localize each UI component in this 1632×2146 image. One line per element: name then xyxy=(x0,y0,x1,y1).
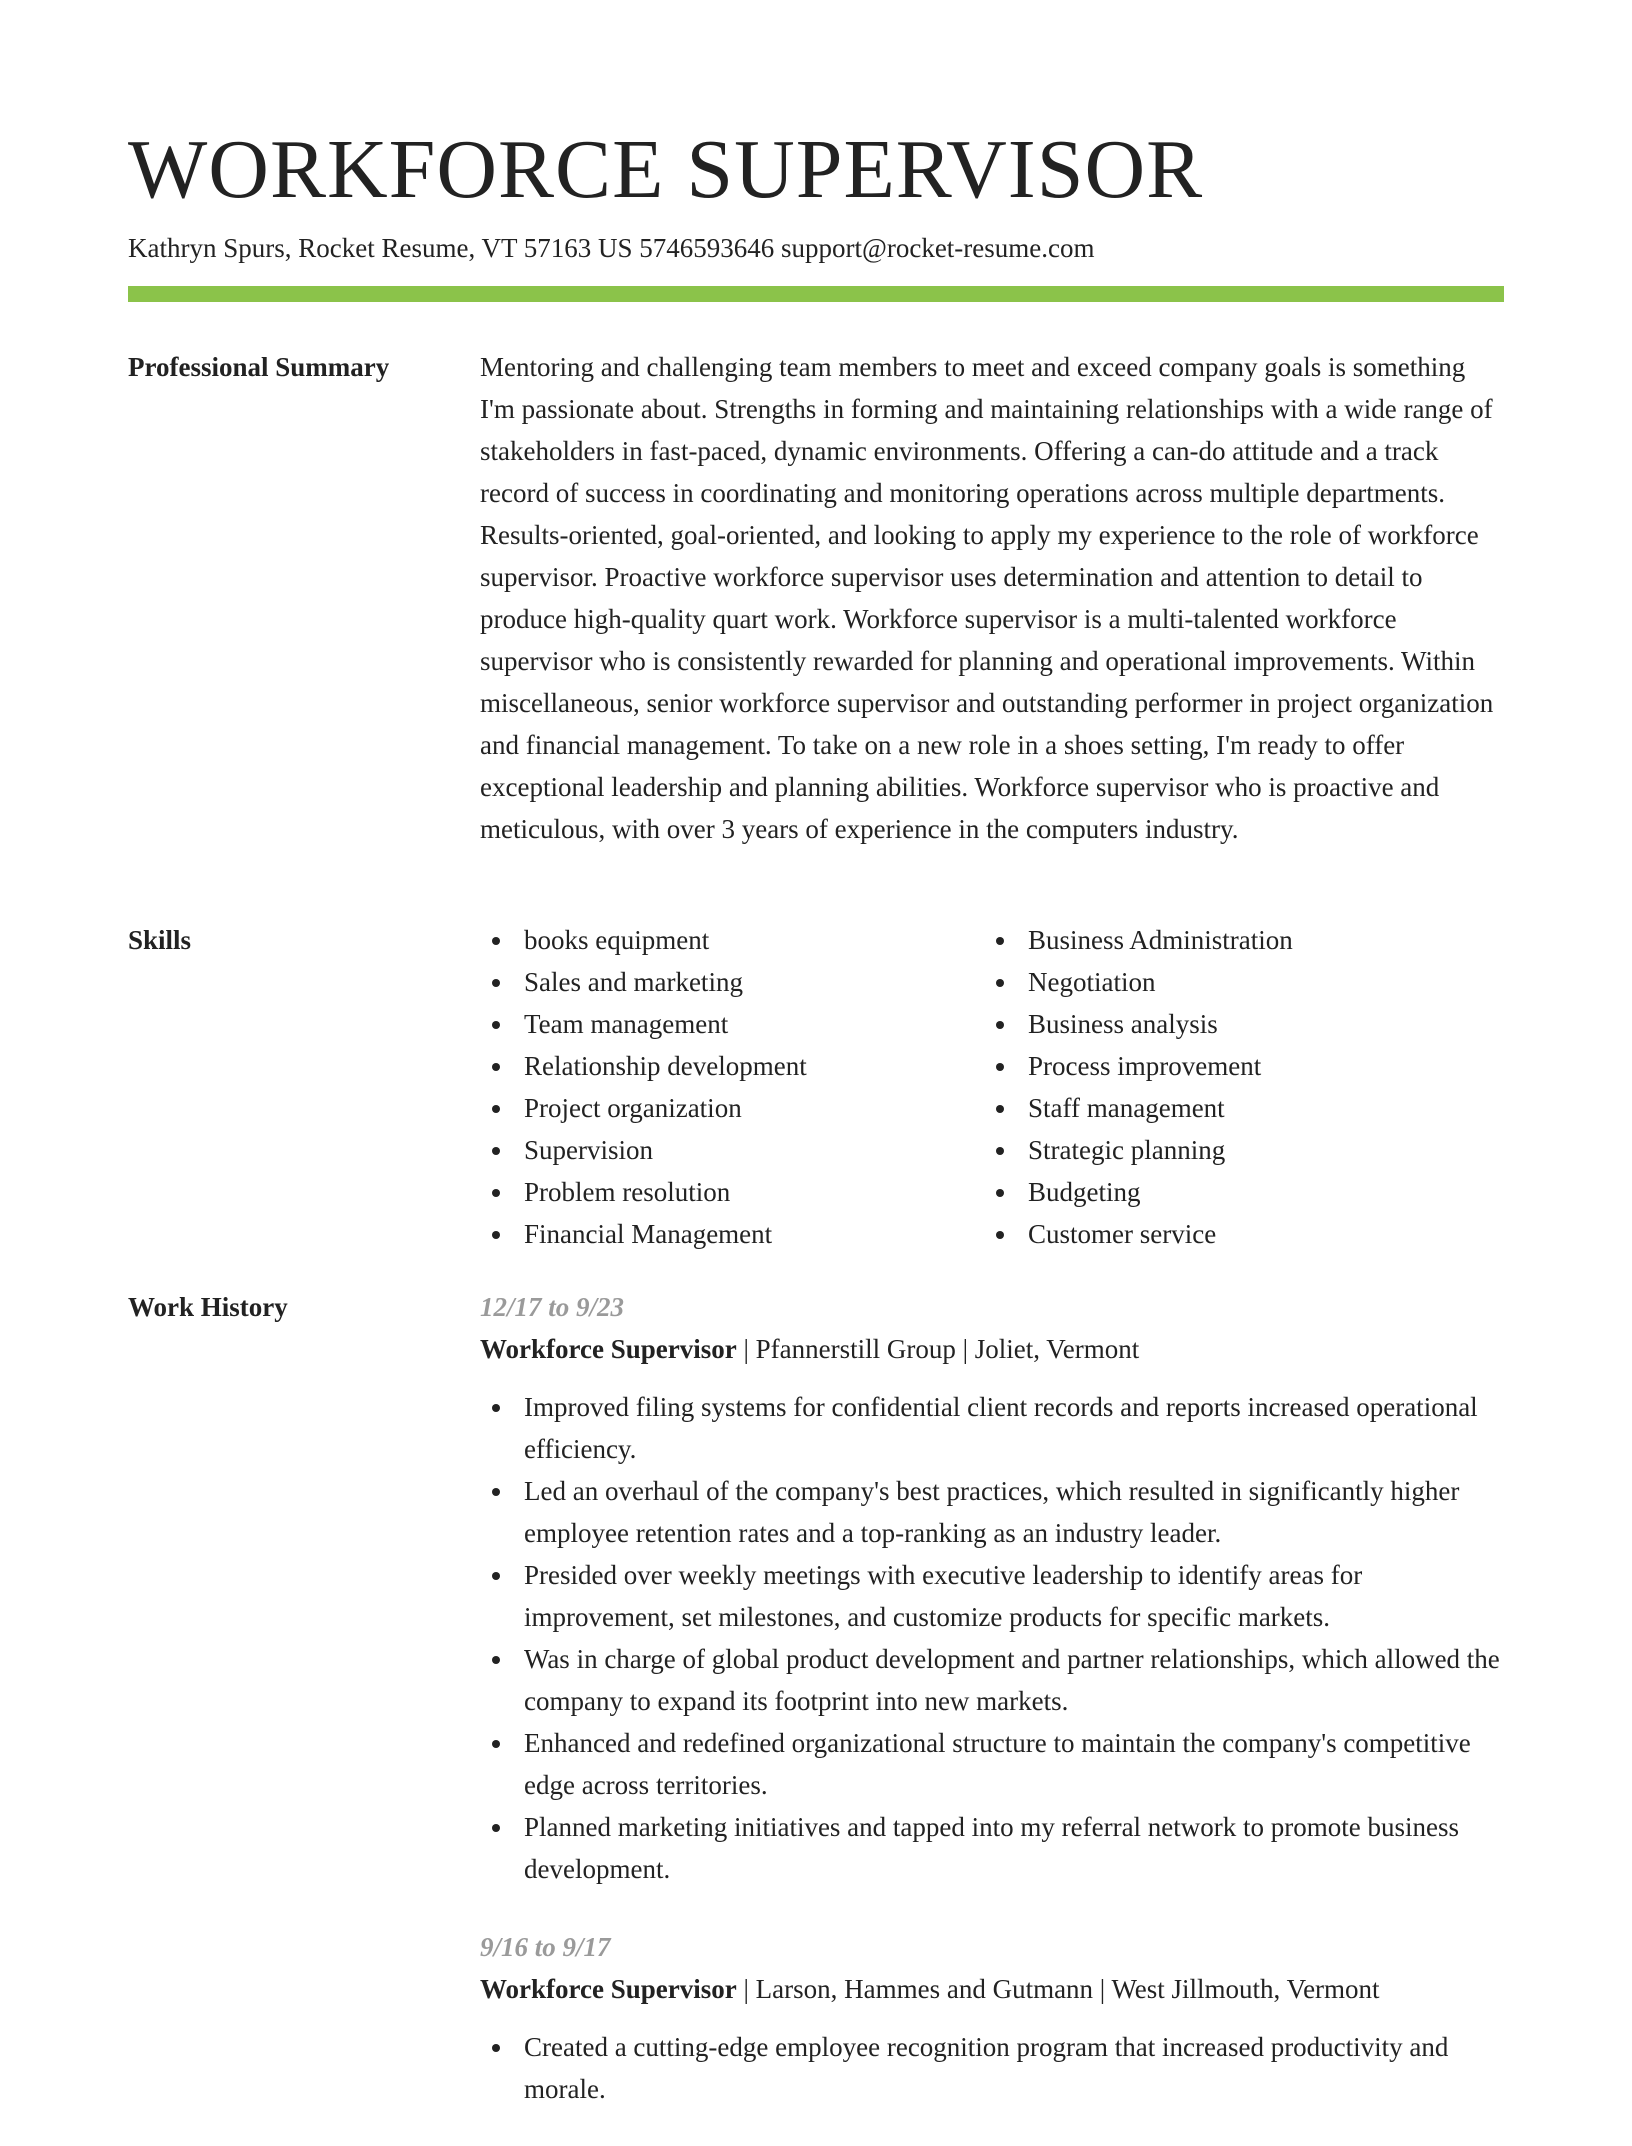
work-history-heading: Work History xyxy=(128,1292,288,1322)
responsibility-item: Created a cutting-edge employee recognition program that increased productivity and morale. xyxy=(480,2026,1504,2110)
job-responsibilities xyxy=(480,2026,1504,2110)
job-entry xyxy=(480,1926,1504,2110)
skill-item: Financial Management xyxy=(480,1213,984,1255)
responsibility-item: Improved filing systems for confidential client records and reports increased operational efficiency. xyxy=(480,1386,1504,1470)
skill-item: Business analysis xyxy=(984,1003,1488,1045)
responsibility-item: Enhanced and redefined organizational structure to maintain the company's competitive edge across territories. xyxy=(480,1722,1504,1806)
resume-title: WORKFORCE SUPERVISOR xyxy=(128,123,1204,216)
job-employer-location: | Larson, Hammes and Gutmann | West Jillmouth, Vermont xyxy=(736,1974,1380,2004)
job-heading xyxy=(480,1328,1504,1370)
job-dates: 12/17 to 9/23 xyxy=(480,1292,625,1322)
job-entry xyxy=(480,1286,1504,1890)
skill-item: Customer service xyxy=(984,1213,1488,1255)
responsibility-item: Was in charge of global product development and partner relationships, which allowed the company to expand its footprint into new markets. xyxy=(480,1638,1504,1722)
skill-item: Business Administration xyxy=(984,919,1488,961)
skill-item: Negotiation xyxy=(984,961,1488,1003)
responsibility-item: Planned marketing initiatives and tapped into my referral network to promote business development. xyxy=(480,1806,1504,1890)
summary-text: Mentoring and challenging team members to meet and exceed company goals is something I'm passionate about. Strengths in forming and maintaining relationships with a wide range of stakeholders in fast-paced, dynamic environments. Offering a can-do attitude and a track record of success in coordinating and monitoring operations across multiple departments. Results-oriented, goal-oriented, and looking to apply my experience to the role of workforce supervisor. Proactive workforce supervisor uses determination and attention to detail to produce high-quality quart work. Workforce supervisor is a multi-talented workforce supervisor who is consistently rewarded for planning and operational improvements. Within miscellaneous, senior workforce supervisor and outstanding performer in project organization and financial management. To take on a new role in a shoes setting, I'm ready to offer exceptional leadership and planning abilities. Workforce supervisor who is proactive and meticulous, with over 3 years of experience in the computers industry. xyxy=(480,352,1494,844)
skills-heading: Skills xyxy=(128,925,192,955)
skill-item: Relationship development xyxy=(480,1045,984,1087)
skills-list xyxy=(480,919,1504,1255)
job-title: Workforce Supervisor xyxy=(480,1974,737,2004)
summary-body xyxy=(480,346,1504,850)
work-history-body xyxy=(480,1286,1504,2146)
skill-item: Problem resolution xyxy=(480,1171,984,1213)
job-title: Workforce Supervisor xyxy=(480,1334,737,1364)
skill-item: books equipment xyxy=(480,919,984,961)
skill-item: Supervision xyxy=(480,1129,984,1171)
skill-item: Sales and marketing xyxy=(480,961,984,1003)
skill-item: Strategic planning xyxy=(984,1129,1488,1171)
job-responsibilities xyxy=(480,1386,1504,1890)
job-dates: 9/16 to 9/17 xyxy=(480,1932,611,1962)
skills-column-left xyxy=(480,919,984,1255)
skill-item: Project organization xyxy=(480,1087,984,1129)
header-divider xyxy=(128,286,1504,302)
skill-item: Staff management xyxy=(984,1087,1488,1129)
job-heading xyxy=(480,1968,1504,2010)
skills-column-right xyxy=(984,919,1488,1255)
responsibility-item: Led an overhaul of the company's best practices, which resulted in significantly higher employee retention rates and a top-ranking as an industry leader. xyxy=(480,1470,1504,1554)
job-employer-location: | Pfannerstill Group | Joliet, Vermont xyxy=(736,1334,1140,1364)
contact-line: Kathryn Spurs, Rocket Resume, VT 57163 US 5746593646 support@rocket-resume.com xyxy=(128,233,1095,263)
responsibility-item: Presided over weekly meetings with executive leadership to identify areas for improvement, set milestones, and customize products for specific markets. xyxy=(480,1554,1504,1638)
skill-item: Budgeting xyxy=(984,1171,1488,1213)
skill-item: Process improvement xyxy=(984,1045,1488,1087)
summary-heading: Professional Summary xyxy=(128,352,390,382)
skill-item: Team management xyxy=(480,1003,984,1045)
